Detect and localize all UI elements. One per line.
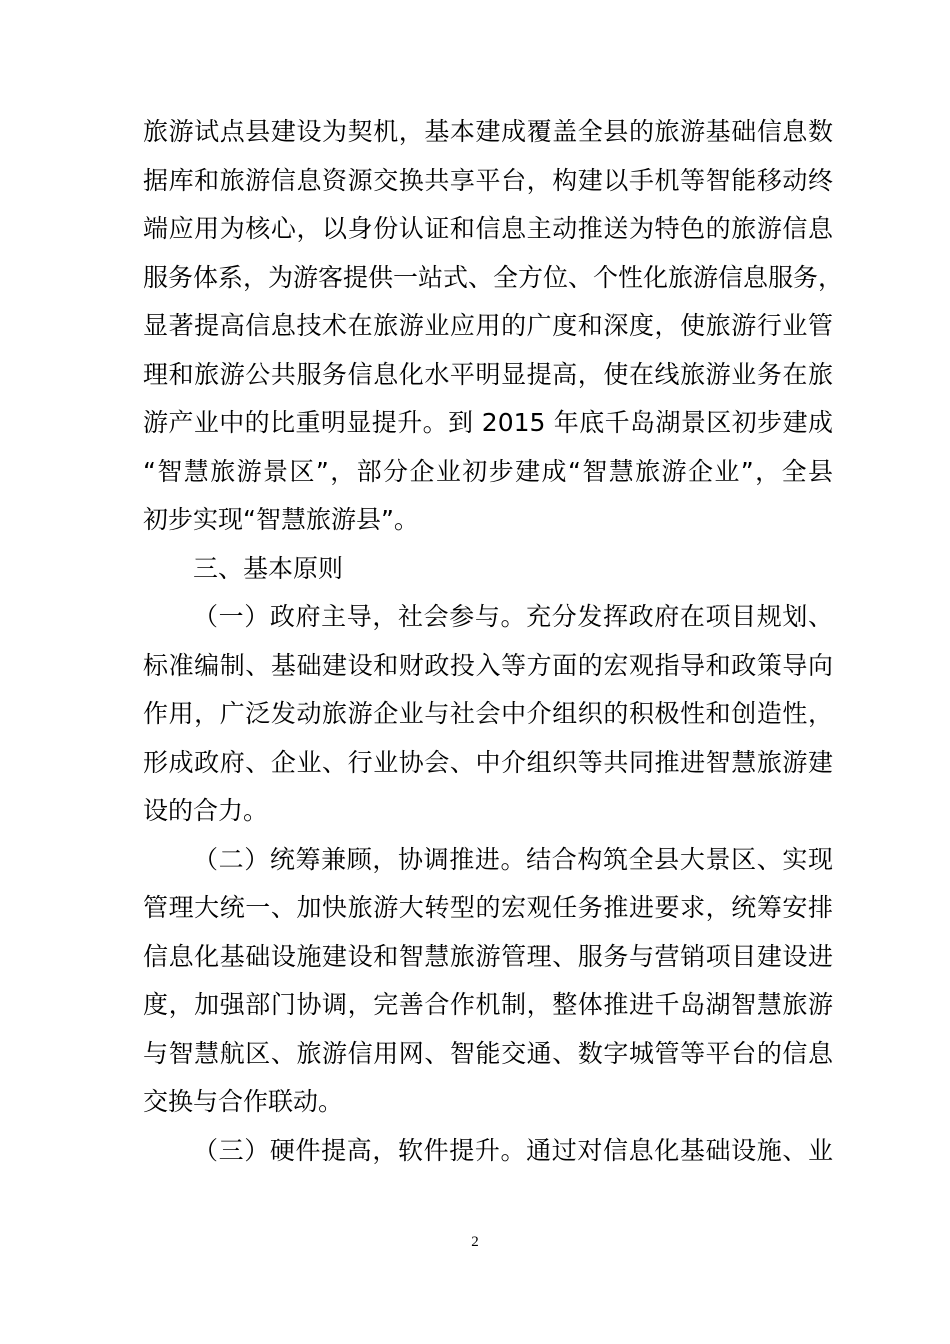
text-line: 交换与合作联动。 [143, 1087, 344, 1116]
text-line: 理和旅游公共服务信息化水平明显提高，使在线旅游业务在旅 [143, 359, 833, 389]
text-line: 度，加强部门协调，完善合作机制，整体推进千岛湖智慧旅游 [143, 990, 833, 1019]
body-text [143, 108, 844, 1175]
text-line: （三）硬件提高，软件提升。通过对信息化基础设施、业 [193, 1135, 833, 1165]
text-line: 旅游试点县建设为契机，基本建成覆盖全县的旅游基础信息数 [143, 117, 833, 146]
text-line: 端应用为核心，以身份认证和信息主动推送为特色的旅游信息 [143, 214, 833, 243]
text-line: 作用，广泛发动旅游企业与社会中介组织的积极性和创造性， [143, 699, 833, 728]
page-number: 2 [471, 1234, 479, 1250]
text-line: 显著提高信息技术在旅游业应用的广度和深度，使旅游行业管 [143, 311, 833, 340]
text-line: 标准编制、基础建设和财政投入等方面的宏观指导和政策导向 [143, 650, 833, 680]
text-line: 信息化基础设施建设和智慧旅游管理、服务与营销项目建设进 [143, 941, 833, 971]
text-line: 与智慧航区、旅游信用网、智能交通、数字城管等平台的信息 [143, 1038, 833, 1068]
text-line: 形成政府、企业、行业协会、中介组织等共同推进智慧旅游建 [143, 747, 833, 777]
text-line: 据库和旅游信息资源交换共享平台，构建以手机等智能移动终 [143, 165, 833, 195]
text-line: （二）统筹兼顾，协调推进。结合构筑全县大景区、实现 [193, 844, 833, 874]
text-line: （一）政府主导，社会参与。充分发挥政府在项目规划、 [193, 602, 833, 631]
section-heading: 三、基本原则 [193, 553, 344, 583]
text-line: 游产业中的比重明显提升。到 2015 年底千岛湖景区初步建成 [143, 408, 833, 437]
text-line: “智慧旅游景区”，部分企业初步建成“智慧旅游企业”，全县 [143, 456, 833, 486]
text-line: 服务体系，为游客提供一站式、全方位、个性化旅游信息服务， [143, 262, 844, 292]
text-line: 设的合力。 [143, 796, 269, 825]
text-line: 管理大统一、加快旅游大转型的宏观任务推进要求，统筹安排 [143, 893, 833, 922]
text-line: 初步实现“智慧旅游县”。 [143, 505, 419, 534]
